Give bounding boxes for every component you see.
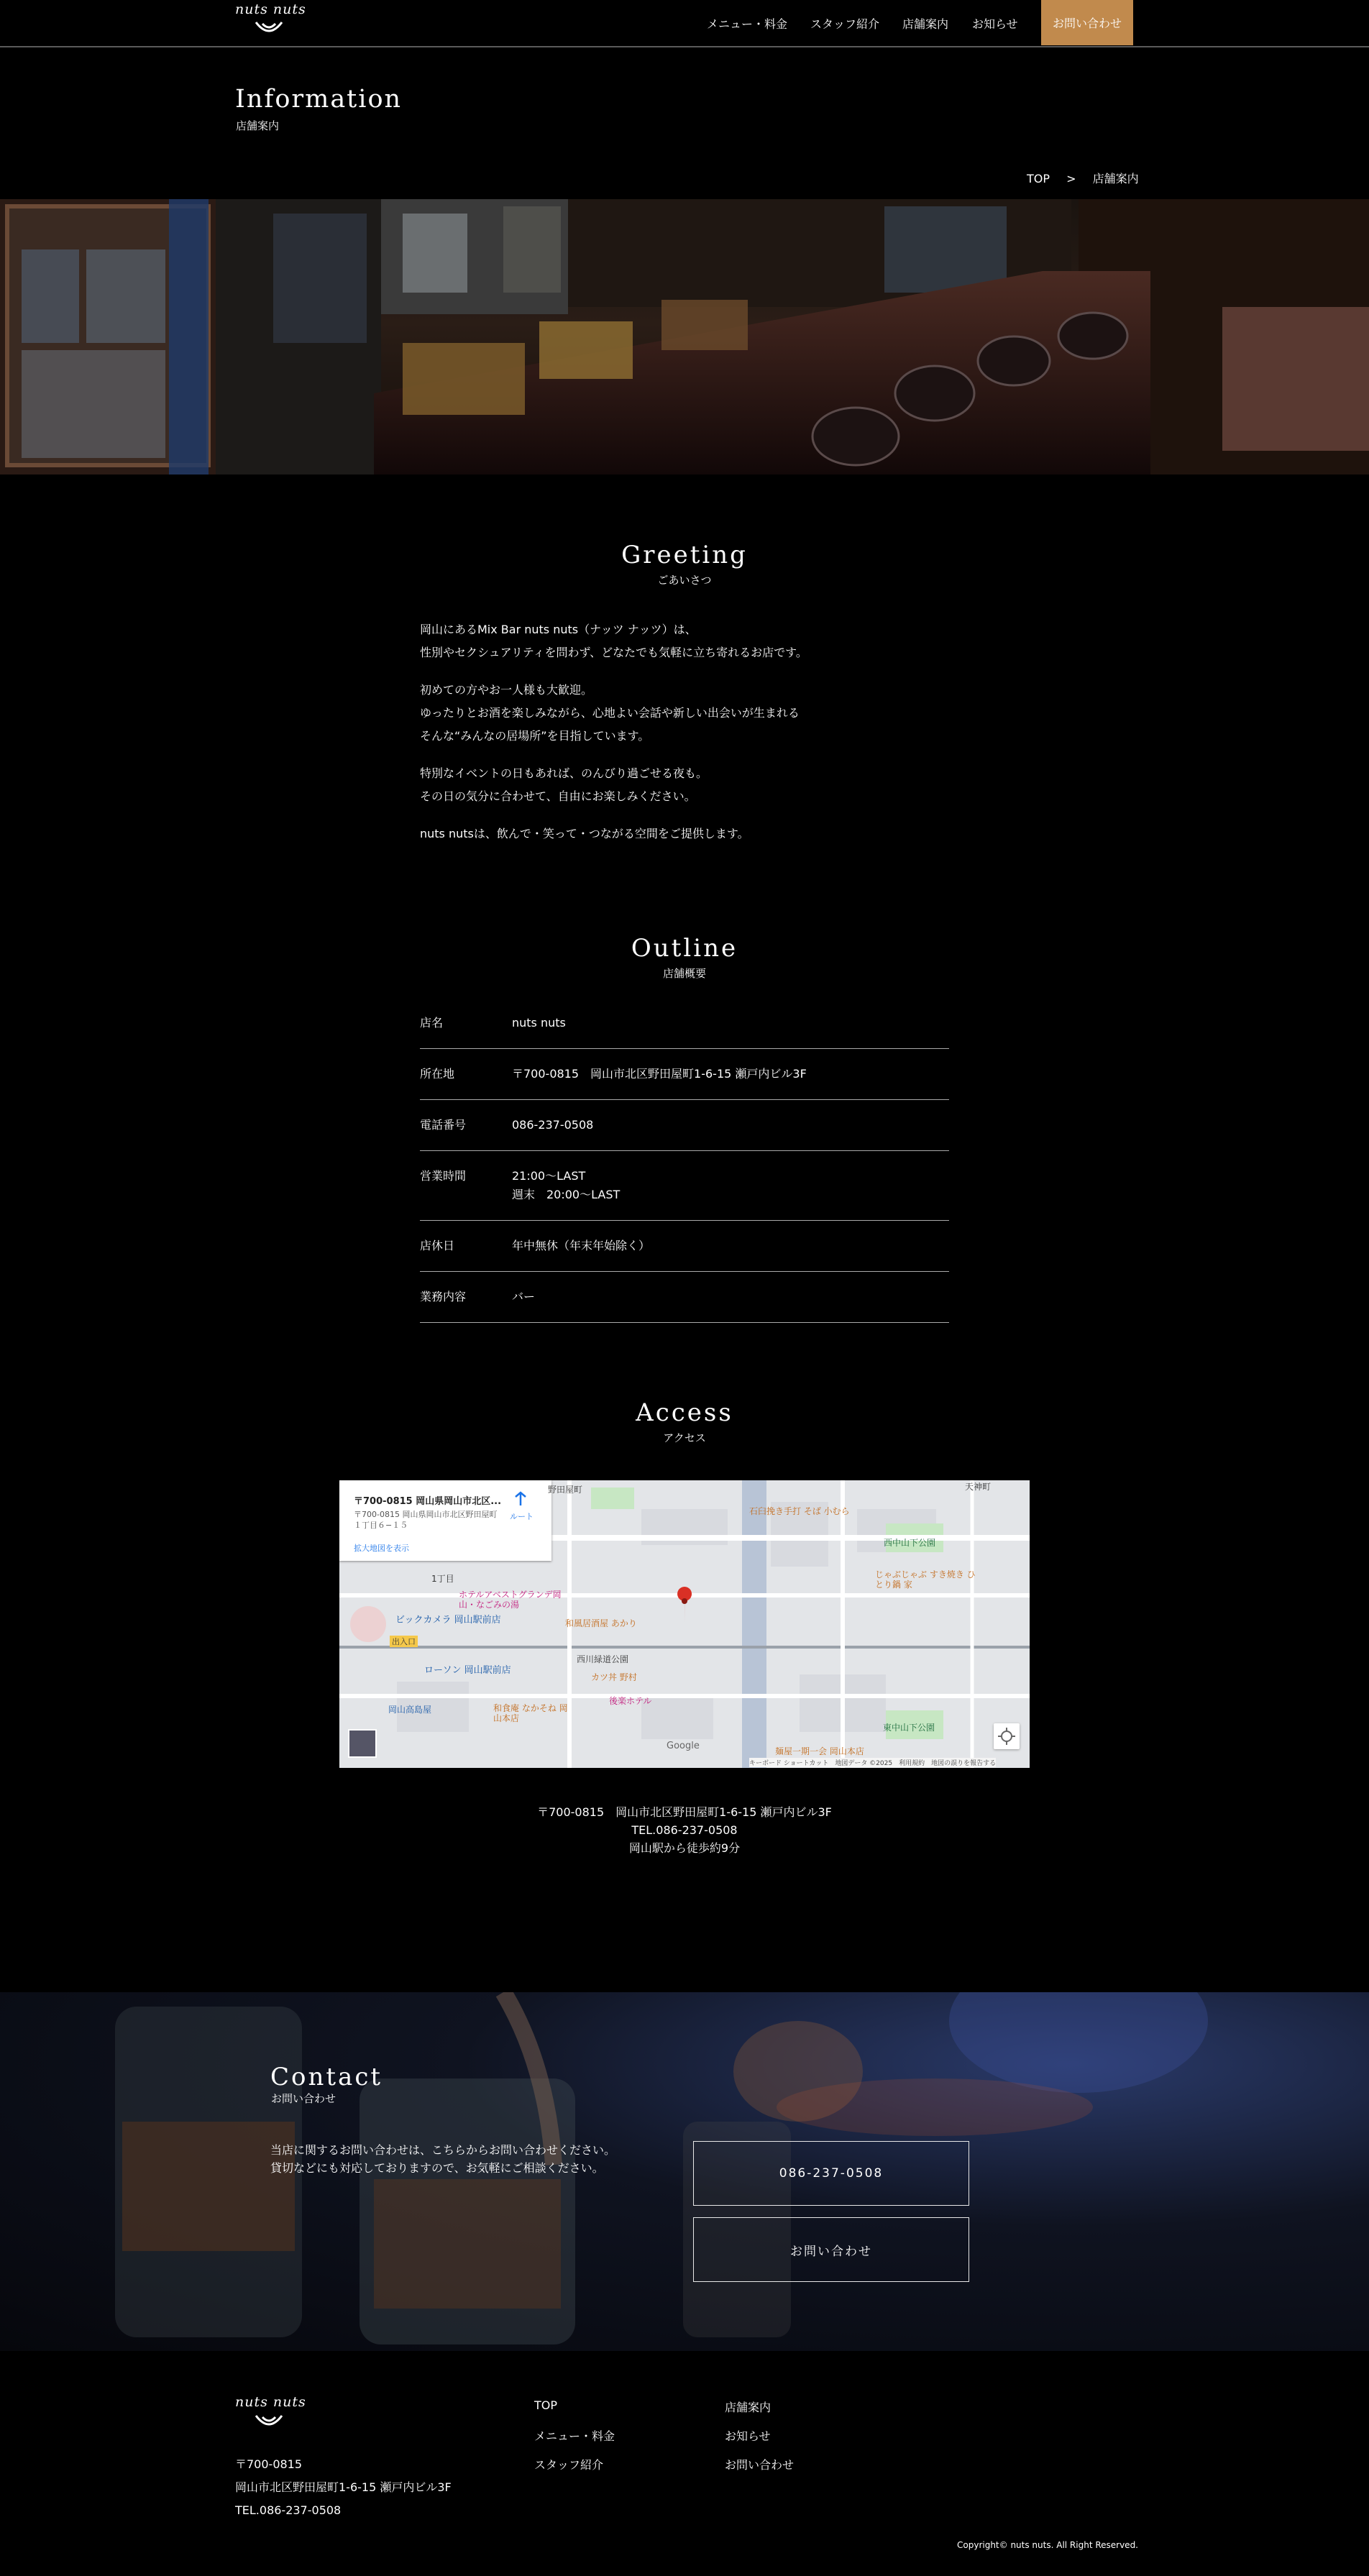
site-header — [0, 0, 1369, 47]
row-label: 業務内容 — [420, 1290, 467, 1303]
outline-subtitle: 店舗概要 — [662, 967, 706, 980]
map-label: ローソン 岡山駅前店 — [424, 1665, 511, 1676]
google-logo: Google — [667, 1741, 700, 1751]
breadcrumb — [1027, 170, 1139, 186]
row-label: 所在地 — [420, 1067, 455, 1081]
footer-link-news[interactable]: お知らせ — [725, 2429, 771, 2443]
contact-text: 当店に関するお問い合わせは、こちらからお問い合わせください。 貸切などにも対応しておりますので、お気軽にご相談ください。 — [270, 2143, 616, 2175]
footer-logo[interactable] — [235, 2394, 314, 2431]
access-walk: 岡山駅から徒歩約9分 — [628, 1841, 741, 1855]
map-label: 天神町 — [965, 1482, 992, 1492]
nav-contact-button[interactable]: お問い合わせ — [1041, 0, 1133, 45]
map-label: 野田屋町 — [548, 1485, 583, 1495]
site-logo[interactable] — [235, 1, 307, 40]
table-row — [420, 998, 949, 1049]
footer-tel: TEL.086-237-0508 — [235, 2503, 342, 2517]
breadcrumb-separator: > — [1066, 172, 1076, 185]
map-card-title: 〒700-0815 岡山県岡山市北区... — [354, 1496, 502, 1507]
table-row — [420, 1100, 949, 1151]
map-label: 和風居酒屋 あかり — [565, 1618, 637, 1628]
outline-title: Outline — [631, 934, 738, 963]
greeting-text — [420, 618, 952, 860]
contact-subtitle: お問い合わせ — [271, 2092, 336, 2105]
row-label: 店名 — [420, 1016, 444, 1030]
table-row — [420, 1272, 949, 1323]
google-map-embed[interactable] — [339, 1480, 1030, 1768]
map-label: 和食庵 なかそね 岡山本店 — [493, 1703, 568, 1723]
nav-store-info[interactable]: 店舗案内 — [902, 17, 949, 31]
copyright: Copyright© nuts nuts. All Right Reserved. — [957, 2540, 1138, 2550]
row-value: バー — [512, 1290, 536, 1303]
nav-news[interactable]: お知らせ — [972, 17, 1018, 31]
greeting-paragraph: 初めての方やお一人様も大歓迎。 ゆったりとお酒を楽しみながら、心地よい会話や新しい出会いが生まれる そんな“みんなの居場所”を目指しています。 — [420, 683, 800, 743]
access-address: 〒700-0815 岡山市北区野田屋町1-6-15 瀬戸内ビル3F — [537, 1805, 832, 1819]
table-row — [420, 1151, 949, 1221]
map-attribution: キーボード ショートカット 地図データ ©2025 利用規約 地図の誤りを報告する — [749, 1758, 996, 1767]
footer-logo-text: nuts nuts — [235, 2394, 306, 2410]
access-subtitle: アクセス — [663, 1431, 706, 1444]
row-value: 21:00～LAST 週末 20:00～LAST — [512, 1169, 621, 1201]
row-label: 営業時間 — [420, 1169, 467, 1183]
map-label: ビックカメラ 岡山駅前店 — [395, 1615, 501, 1626]
map-label: 東中山下公園 — [883, 1723, 935, 1733]
footer-postal: 〒700-0815 — [235, 2457, 303, 2471]
access-tel: TEL.086-237-0508 — [631, 1823, 738, 1837]
map-layer-toggle-icon[interactable] — [348, 1729, 377, 1758]
map-label: 1丁目 — [431, 1574, 454, 1584]
greeting-paragraph: nuts nutsは、飲んで・笑って・つながる空間をご提供します。 — [420, 827, 749, 840]
map-label: 西中山下公園 — [884, 1538, 936, 1548]
nut-smile-icon — [254, 18, 284, 38]
map-route-link[interactable]: ルート — [510, 1512, 534, 1521]
greeting-paragraph: 岡山にあるMix Bar nuts nuts（ナッツ ナッツ）は、 性別やセクシュアリティを問わず、どなたでも気軽に立ち寄れるお店です。 — [420, 623, 807, 659]
footer-address-block — [235, 2453, 452, 2522]
route-icon[interactable] — [512, 1491, 541, 1507]
footer-link-top[interactable]: TOP — [534, 2398, 558, 2412]
nut-smile-icon — [254, 2411, 284, 2431]
contact-form-button[interactable]: お問い合わせ — [693, 2217, 969, 2282]
map-label: 岡山高島屋 — [388, 1705, 432, 1715]
nav-staff[interactable]: スタッフ紹介 — [810, 17, 880, 31]
outline-table — [420, 998, 949, 1323]
phone-button[interactable]: 086-237-0508 — [693, 2141, 969, 2206]
contact-section — [0, 1992, 1369, 2351]
map-label: 麺屋一期一会 岡山本店 — [775, 1746, 864, 1756]
footer-address: 岡山市北区野田屋町1-6-15 瀬戸内ビル3F — [235, 2480, 452, 2494]
glasses-background-image — [0, 1992, 1369, 2351]
row-value: 086-237-0508 — [512, 1118, 594, 1132]
nav-menu-price[interactable]: メニュー・料金 — [707, 17, 788, 31]
map-enlarge-link[interactable]: 拡大地図を表示 — [354, 1544, 409, 1553]
table-row — [420, 1221, 949, 1272]
footer-link-staff[interactable]: スタッフ紹介 — [534, 2458, 604, 2472]
row-value: 〒700-0815 岡山市北区野田屋町1-6-15 瀬戸内ビル3F — [512, 1067, 807, 1081]
my-location-icon[interactable] — [994, 1723, 1020, 1749]
breadcrumb-current: 店舗案内 — [1092, 172, 1139, 185]
footer-link-menu[interactable]: メニュー・料金 — [534, 2429, 615, 2443]
map-label: 石臼挽き手打 そば 小むら — [749, 1506, 850, 1516]
access-title: Access — [636, 1398, 733, 1427]
map-info-card — [339, 1480, 551, 1561]
map-label: 出入口 — [390, 1636, 418, 1647]
greeting-subtitle: ごあいさつ — [657, 574, 712, 587]
page-title: Information — [235, 85, 403, 114]
greeting-title: Greeting — [621, 541, 748, 569]
footer-link-store[interactable]: 店舗案内 — [725, 2401, 772, 2414]
bar-interior-image — [0, 199, 1369, 475]
map-label: 後楽ホテル — [609, 1696, 652, 1706]
map-label: じゃぶじゃぶ すき焼き ひとり鍋 家 — [875, 1569, 976, 1590]
footer-link-contact[interactable]: お問い合わせ — [725, 2458, 795, 2472]
table-row — [420, 1049, 949, 1100]
map-card-address: 〒700-0815 岡山県岡山市北区野田屋町１丁目６−１５ — [354, 1510, 498, 1530]
row-value: nuts nuts — [512, 1016, 566, 1030]
row-label: 店休日 — [420, 1239, 455, 1252]
map-label: カツ丼 野村 — [591, 1672, 637, 1682]
row-label: 電話番号 — [420, 1118, 467, 1132]
hero-bar-photo — [0, 199, 1369, 475]
greeting-paragraph: 特別なイベントの日もあれば、のんびり過ごせる夜も。 その日の気分に合わせて、自由にお楽しみください。 — [420, 766, 708, 803]
row-value: 年中無休（年末年始除く） — [512, 1239, 651, 1252]
breadcrumb-home[interactable]: TOP — [1027, 172, 1050, 185]
map-label: 西川緑道公園 — [577, 1654, 629, 1664]
map-label: ホテルアベストグランデ岡山・なごみの湯 — [459, 1590, 562, 1610]
page-subtitle: 店舗案内 — [236, 119, 280, 132]
contact-title: Contact — [270, 2063, 383, 2091]
logo-text: nuts nuts — [235, 1, 306, 17]
